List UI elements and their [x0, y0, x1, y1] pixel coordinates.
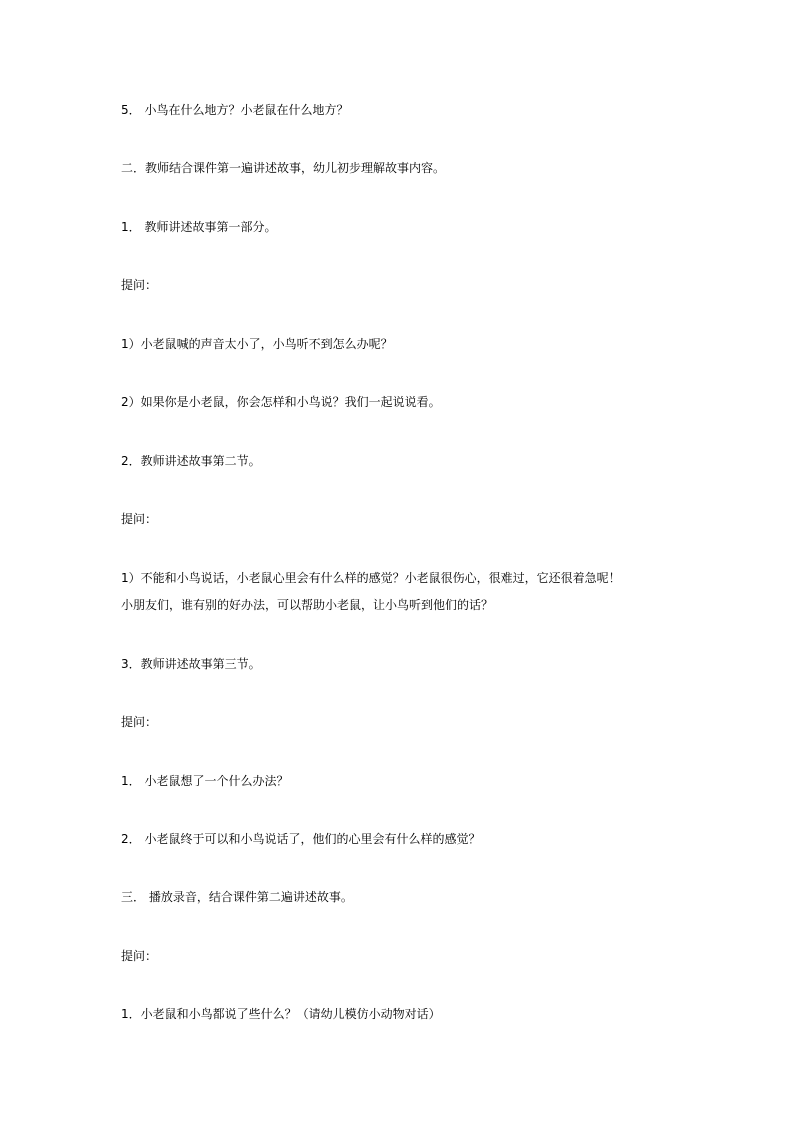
section-3-question-1: 1．小老鼠和小鸟都说了些什么？（请幼儿模仿小动物对话）	[121, 1007, 441, 1021]
step-3-question-1: 1． 小老鼠想了一个什么办法？	[121, 774, 289, 788]
step-2-heading: 2．教师讲述故事第二节。	[121, 454, 261, 468]
section-3-heading: 三． 播放录音，结合课件第二遍讲述故事。	[121, 890, 353, 904]
step-2-question-1-continued: 小朋友们，谁有别的好办法，可以帮助小老鼠，让小鸟听到他们的话？	[121, 598, 494, 612]
question-label: 提问：	[121, 715, 158, 729]
step-3-question-2: 2． 小老鼠终于可以和小鸟说话了，他们的心里会有什么样的感觉？	[121, 832, 481, 846]
step-1-question-2: 2）如果你是小老鼠，你会怎样和小鸟说？我们一起说说看。	[121, 395, 441, 409]
step-1-heading: 1． 教师讲述故事第一部分。	[121, 220, 277, 234]
step-1-question-1: 1）小老鼠喊的声音太小了，小鸟听不到怎么办呢？	[121, 337, 393, 351]
question-label: 提问：	[121, 512, 158, 526]
question-label: 提问：	[121, 278, 158, 292]
step-2-question-1: 1）不能和小鸟说话，小老鼠心里会有什么样的感觉？小老鼠很伤心，很难过，它还很着急呢！	[121, 571, 621, 585]
question-5: 5． 小鸟在什么地方？小老鼠在什么地方？	[121, 103, 349, 117]
step-3-heading: 3．教师讲述故事第三节。	[121, 657, 261, 671]
section-2-heading: 二．教师结合课件第一遍讲述故事，幼儿初步理解故事内容。	[121, 161, 446, 175]
question-label: 提问：	[121, 949, 158, 963]
